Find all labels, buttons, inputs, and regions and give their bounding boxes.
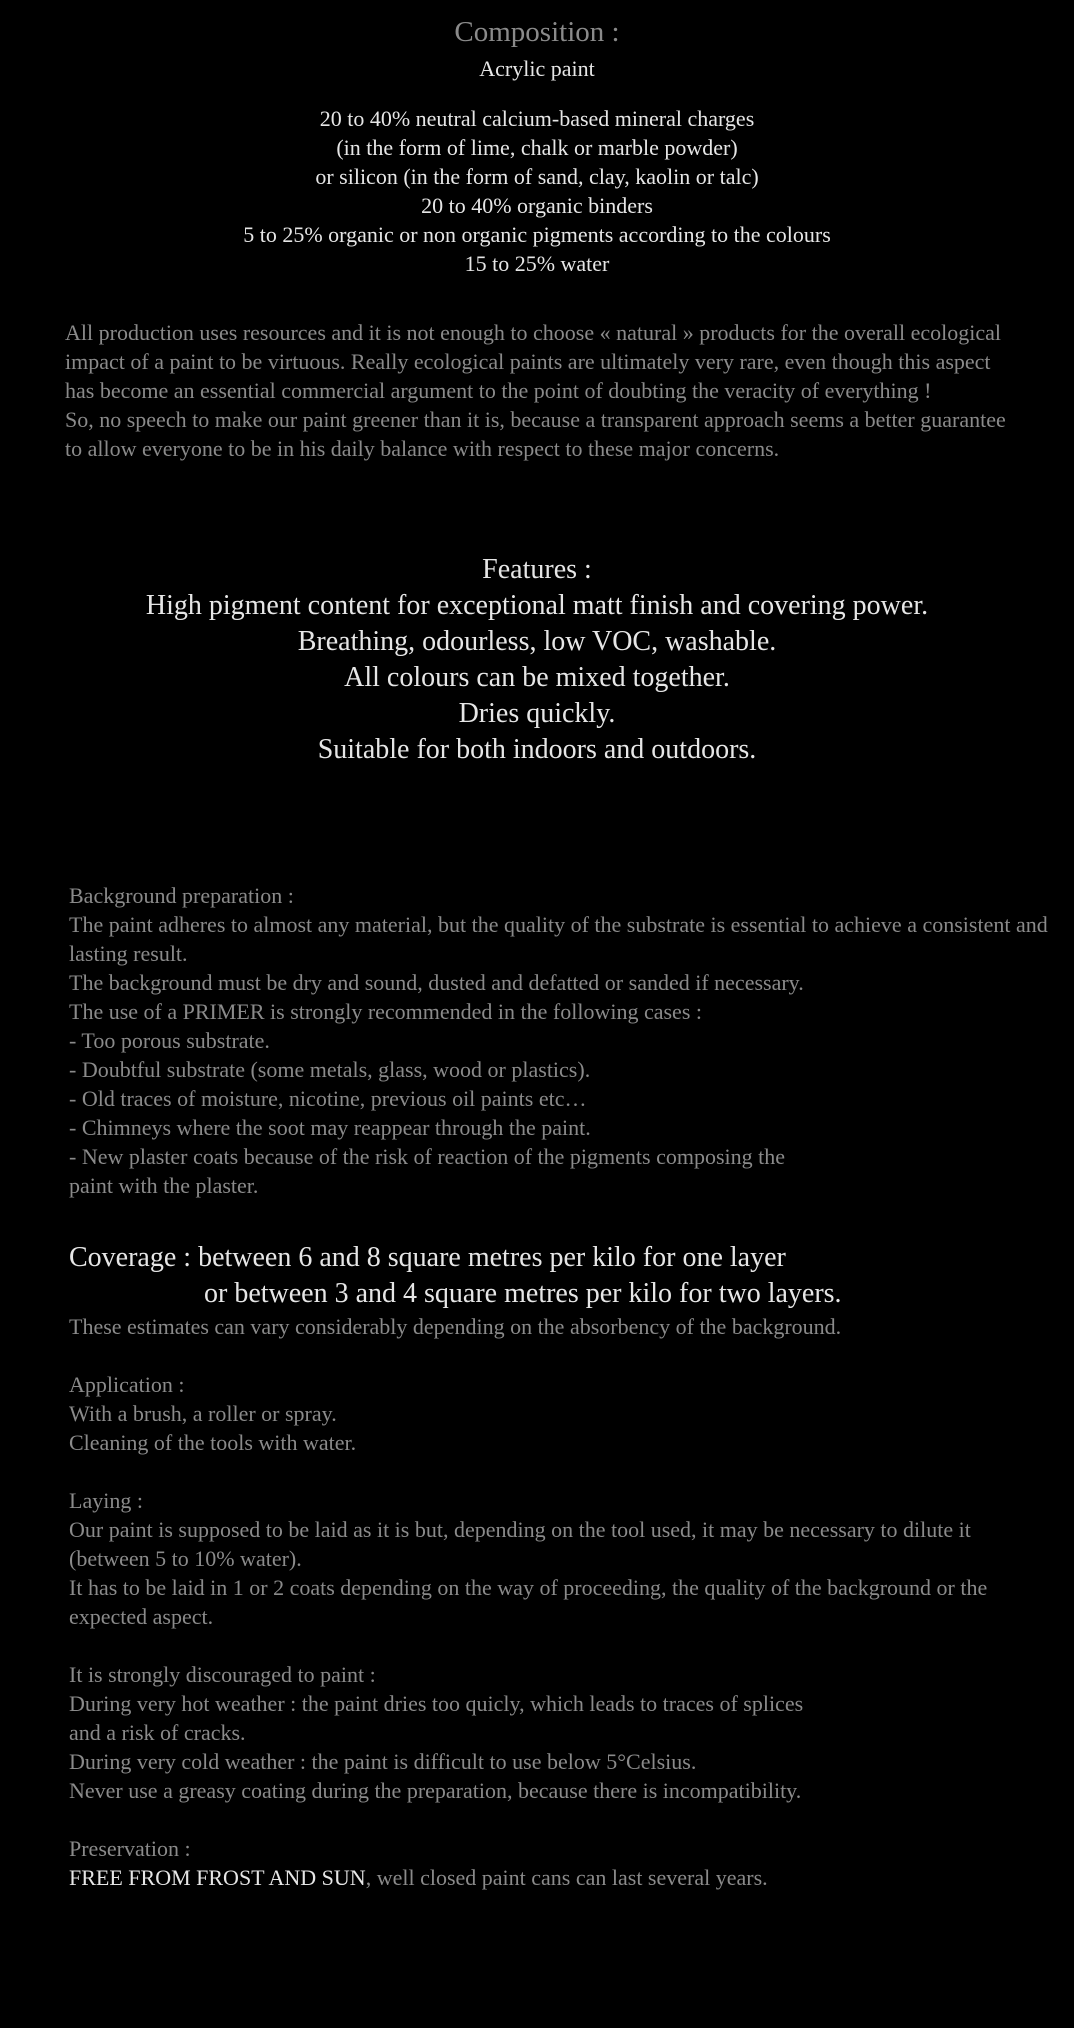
laying-text: Our paint is supposed to be laid as it is but, depending on the tool used, it may be necessary to dilute it (between 5 to 10% water). xyxy=(69,1517,971,1571)
primer-case: - Old traces of moisture, nicotine, previous oil paints etc… xyxy=(69,1086,587,1111)
composition-line: 15 to 25% water xyxy=(464,251,610,276)
ecology-section xyxy=(65,318,1025,463)
composition-line: 20 to 40% neutral calcium-based mineral charges xyxy=(319,106,755,131)
ecology-paragraph: So, no speech to make our paint greener than it is, because a transparent approach seems a better guarantee to allow everyone to be in his daily balance with respect to these major concerns. xyxy=(65,407,1006,461)
background-preparation-text: The paint adheres to almost any material, but the quality of the substrate is essential to achieve a consistent and lasting result. xyxy=(69,912,1048,966)
ecology-paragraph: All production uses resources and it is not enough to choose « natural » products for the overall ecological impact of a paint to be virtuous. Really ecological paints are ultimately very rare, even though this aspect has become an essential commercial argument to the point of doubting the veracity of everything ! xyxy=(65,320,1001,403)
primer-case: - New plaster coats because of the risk of reaction of the pigments composing the xyxy=(69,1144,785,1169)
preservation-title: Preservation : xyxy=(69,1836,191,1861)
features-section xyxy=(0,552,1074,768)
features-title: Features : xyxy=(482,554,592,585)
composition-line: 20 to 40% organic binders xyxy=(421,193,653,218)
primer-case: paint with the plaster. xyxy=(69,1173,259,1198)
discouraged-text: Never use a greasy coating during the preparation, because there is incompatibility. xyxy=(69,1778,802,1803)
laying-text: It has to be laid in 1 or 2 coats depending on the way of proceeding, the quality of the background or the expected aspect. xyxy=(69,1575,988,1629)
feature-item: Breathing, odourless, low VOC, washable. xyxy=(297,626,777,657)
feature-item: All colours can be mixed together. xyxy=(344,662,730,693)
feature-item: Suitable for both indoors and outdoors. xyxy=(317,734,757,765)
primer-case: - Doubtful substrate (some metals, glass, wood or plastics). xyxy=(69,1057,591,1082)
composition-line: (in the form of lime, chalk or marble powder) xyxy=(336,135,738,160)
composition-line: or silicon (in the form of sand, clay, kaolin or talc) xyxy=(315,164,759,189)
composition-title: Composition : xyxy=(454,16,620,48)
feature-item: Dries quickly. xyxy=(458,698,616,729)
coverage-note: These estimates can vary considerably depending on the absorbency of the background. xyxy=(69,1314,842,1339)
coverage-line: Coverage : between 6 and 8 square metres per kilo for one layer xyxy=(69,1242,786,1273)
preservation-emphasis: FREE FROM FROST AND SUN xyxy=(69,1865,366,1890)
coverage-line: or between 3 and 4 square metres per kilo for two layers. xyxy=(204,1278,842,1309)
preservation-rest: , well closed paint cans can last several years. xyxy=(365,1865,768,1890)
background-preparation-text: The use of a PRIMER is strongly recommended in the following cases : xyxy=(69,999,702,1024)
primer-case: - Chimneys where the soot may reappear through the paint. xyxy=(69,1115,591,1140)
application-text: Cleaning of the tools with water. xyxy=(69,1430,357,1455)
primer-case: - Too porous substrate. xyxy=(69,1028,270,1053)
composition-list xyxy=(0,104,1074,278)
details-section xyxy=(69,881,1049,1892)
feature-item: High pigment content for exceptional matt finish and covering power. xyxy=(145,590,929,621)
background-preparation-title: Background preparation : xyxy=(69,883,294,908)
discouraged-text: During very cold weather : the paint is difficult to use below 5°Celsius. xyxy=(69,1749,697,1774)
discouraged-text: During very hot weather : the paint dries too quicly, which leads to traces of splices xyxy=(69,1691,804,1716)
background-preparation-text: The background must be dry and sound, dusted and defatted or sanded if necessary. xyxy=(69,970,804,995)
composition-line: 5 to 25% organic or non organic pigments according to the colours xyxy=(243,222,831,247)
discouraged-text: and a risk of cracks. xyxy=(69,1720,246,1745)
application-title: Application : xyxy=(69,1372,185,1397)
composition-type: Acrylic paint xyxy=(479,56,595,81)
discouraged-title: It is strongly discouraged to paint : xyxy=(69,1662,376,1687)
laying-title: Laying : xyxy=(69,1488,143,1513)
application-text: With a brush, a roller or spray. xyxy=(69,1401,337,1426)
preservation-text xyxy=(69,1863,1049,1892)
